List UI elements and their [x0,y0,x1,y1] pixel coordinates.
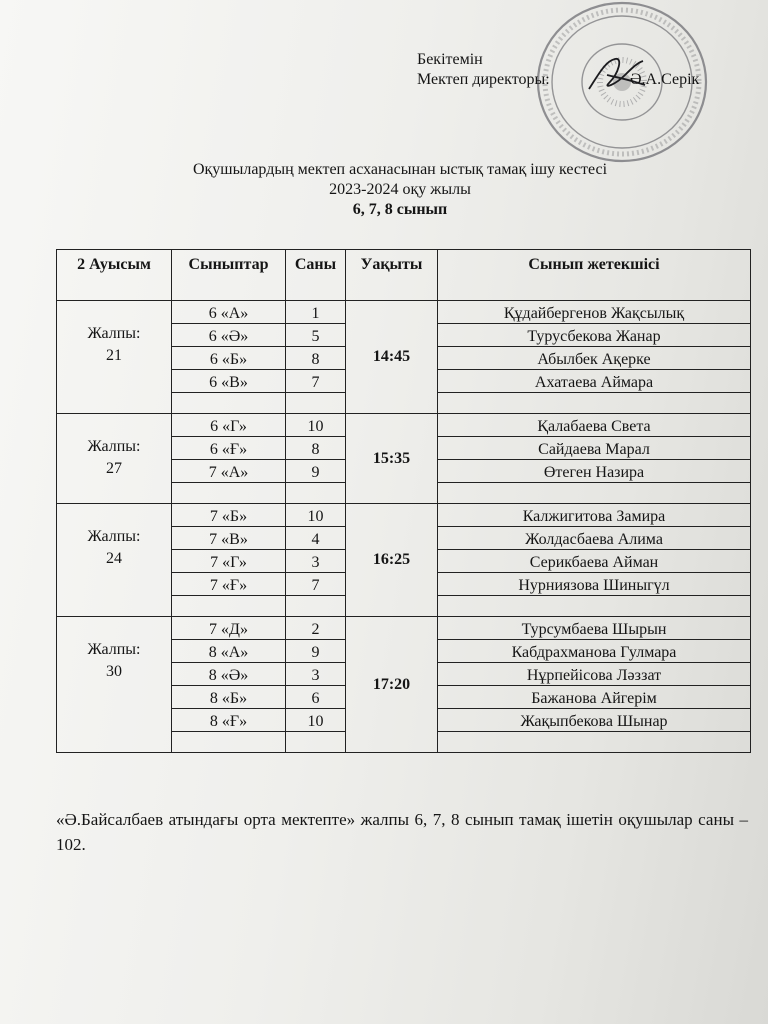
count-cell: 8 [286,347,346,370]
count-cell: 8 [286,437,346,460]
class-cell: 7 «Б» [172,504,286,527]
lunch-schedule-table [56,249,751,753]
count-cell: 3 [286,663,346,686]
count-cell: 10 [286,504,346,527]
total-value: 30 [106,663,122,680]
title-line-2: 2023-2024 оқу жылы [329,181,471,198]
class-cell: 7 «В» [172,527,286,550]
class-cell: 6 «Ә» [172,324,286,347]
director-label: Мектеп директоры: [417,71,550,88]
director-name: Ә.А.Серік [630,71,700,88]
teacher-cell: Турусбекова Жанар [438,324,751,347]
table-header-row [57,250,751,301]
count-cell: 7 [286,370,346,393]
teacher-cell: Жолдасбаева Алима [438,527,751,550]
title-line-1: Оқушылардың мектеп асханасынан ыстық тамақ ішу кестесі [192,161,608,178]
total-value: 24 [106,550,122,567]
class-cell: 7 «А» [172,460,286,483]
class-cell: 6 «Ғ» [172,437,286,460]
total-label: Жалпы: [87,438,141,455]
count-cell: 10 [286,414,346,437]
teacher-cell: Ахатаева Аймара [438,370,751,393]
teacher-cell: Абылбек Ақерке [438,347,751,370]
class-cell: 6 «В» [172,370,286,393]
teacher-cell: Өтеген Назира [438,460,751,483]
approval-block [417,50,700,90]
time-cell: 16:25 [346,504,438,617]
teacher-cell: Нұрпейісова Ләззат [438,663,751,686]
table-row [57,301,751,324]
time-cell: 15:35 [346,414,438,504]
document-title [0,160,768,220]
total-label: Жалпы: [87,641,141,658]
teacher-cell: Бажанова Айгерім [438,686,751,709]
header-time: Уақыты [346,250,438,301]
teacher-cell: Құдайбергенов Жақсылық [438,301,751,324]
group-total-cell [57,504,172,617]
teacher-cell: Сайдаева Марал [438,437,751,460]
teacher-cell: Калжигитова Замира [438,504,751,527]
table-row [57,414,751,437]
class-cell: 6 «А» [172,301,286,324]
total-label: Жалпы: [87,528,141,545]
count-cell: 1 [286,301,346,324]
total-value: 27 [106,460,122,477]
group-total-cell [57,617,172,753]
approval-label: Бекітемін [417,51,483,68]
header-count: Саны [286,250,346,301]
teacher-cell: Қалабаева Света [438,414,751,437]
header-shift: 2 Ауысым [57,250,172,301]
header-teacher: Сынып жетекшісі [438,250,751,301]
teacher-cell: Серикбаева Айман [438,550,751,573]
header-class: Сыныптар [172,250,286,301]
count-cell: 6 [286,686,346,709]
class-cell: 7 «Г» [172,550,286,573]
count-cell: 9 [286,460,346,483]
class-cell: 8 «Ә» [172,663,286,686]
count-cell: 7 [286,573,346,596]
title-line-3: 6, 7, 8 сынып [352,201,448,218]
count-cell: 2 [286,617,346,640]
class-cell: 7 «Д» [172,617,286,640]
teacher-cell: Жақыпбекова Шынар [438,709,751,732]
group-total-cell [57,301,172,414]
count-cell: 10 [286,709,346,732]
count-cell: 5 [286,324,346,347]
time-cell: 14:45 [346,301,438,414]
class-cell: 6 «Г» [172,414,286,437]
teacher-cell: Кабдрахманова Гулмара [438,640,751,663]
teacher-cell: Турсумбаева Шырын [438,617,751,640]
count-cell: 9 [286,640,346,663]
table-row [57,504,751,527]
count-cell: 3 [286,550,346,573]
total-value: 21 [106,347,122,364]
total-label: Жалпы: [87,325,141,342]
class-cell: 8 «А» [172,640,286,663]
group-total-cell [57,414,172,504]
class-cell: 8 «Ғ» [172,709,286,732]
count-cell: 4 [286,527,346,550]
table-row [57,617,751,640]
class-cell: 7 «Ғ» [172,573,286,596]
time-cell: 17:20 [346,617,438,753]
summary-paragraph: «Ә.Байсалбаев атындағы орта мектепте» жалпы 6, 7, 8 сынып тамақ ішетін оқушылар саны – 102. [56,810,748,854]
class-cell: 6 «Б» [172,347,286,370]
teacher-cell: Нурниязова Шиныгүл [438,573,751,596]
class-cell: 8 «Б» [172,686,286,709]
